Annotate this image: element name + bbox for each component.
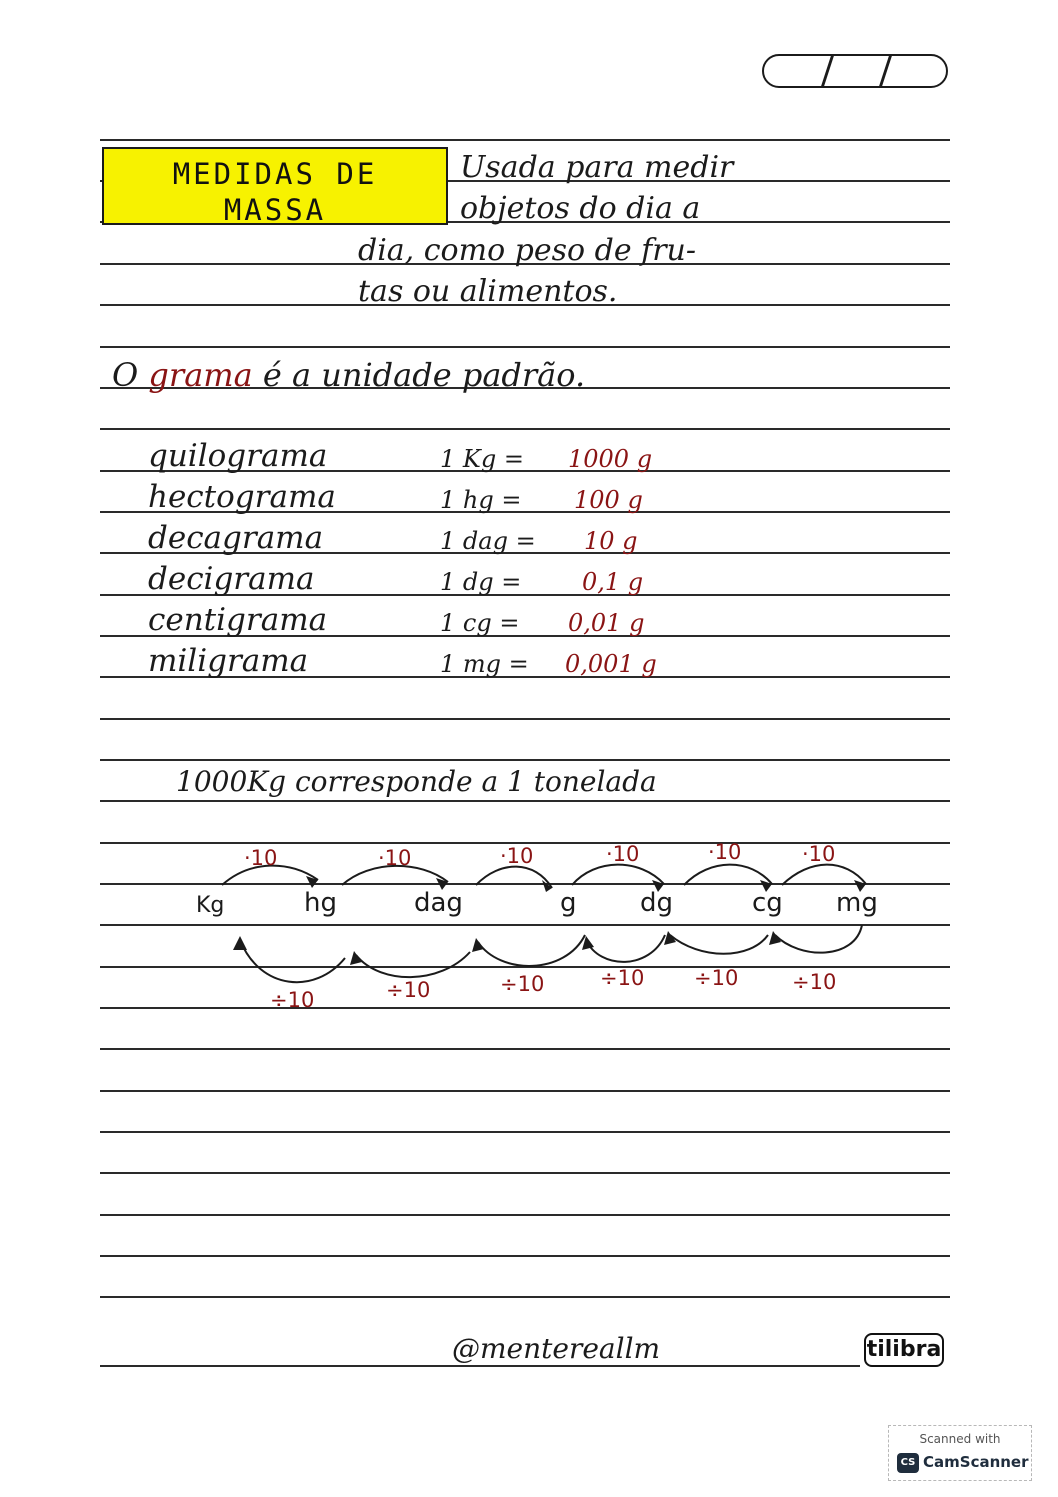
title-line-1: MEDIDAS DE: [172, 157, 378, 191]
multiply-arrow: [572, 865, 664, 885]
unit-equation: 1 Kg =: [440, 445, 524, 473]
standard-unit-prefix: O: [112, 356, 139, 394]
multiply-label: ·10: [606, 842, 640, 866]
unit-name: quilograma: [148, 438, 328, 474]
standard-unit-highlight: grama: [148, 356, 253, 394]
unit-name: centigrama: [148, 602, 328, 638]
unit-name: hectograma: [148, 479, 336, 515]
diagram-unit: dg: [640, 888, 674, 918]
diagram-unit: g: [560, 888, 577, 918]
scanner-caption: Scanned with: [919, 1432, 1001, 1446]
divide-label: ÷10: [386, 978, 431, 1002]
signature: @mentereallm: [452, 1332, 661, 1365]
definition-line-4: tas ou alimentos.: [358, 274, 618, 309]
diagram-unit: dag: [414, 888, 463, 918]
unit-name: miligrama: [148, 643, 309, 679]
multiply-arrow: [684, 865, 772, 885]
unit-equation: 1 mg =: [440, 650, 529, 678]
divide-label: ÷10: [694, 966, 739, 990]
divide-arrow: [478, 935, 585, 966]
unit-value: 1000 g: [568, 445, 653, 473]
tonne-note: 1000Kg corresponde a 1 tonelada: [176, 765, 657, 798]
tilibra-logo: tilibra: [864, 1333, 944, 1367]
unit-equation: 1 dag =: [440, 527, 536, 555]
unit-equation: 1 hg =: [440, 486, 522, 514]
divide-arrow: [775, 925, 862, 953]
diagram-unit: hg: [304, 888, 337, 918]
multiply-label: ·10: [378, 846, 412, 870]
title-line-2: MASSA: [223, 193, 327, 227]
divide-arrow: [356, 952, 470, 977]
multiply-arrow: [782, 865, 866, 885]
unit-name: decagrama: [148, 520, 324, 556]
divide-label: ÷10: [792, 970, 837, 994]
scanner-name: CamScanner: [923, 1453, 1029, 1471]
diagram-unit: Kg: [196, 893, 225, 918]
multiply-arrow: [476, 867, 552, 888]
multiply-label: ·10: [244, 846, 278, 870]
camscanner-icon: CS: [897, 1453, 919, 1473]
unit-value: 100 g: [574, 486, 643, 514]
divide-arrow: [670, 935, 768, 954]
definition-line-3: dia, como peso de fru-: [358, 233, 697, 268]
unit-equation: 1 cg =: [440, 609, 520, 637]
diagram-unit: mg: [836, 888, 878, 918]
diagram-unit: cg: [752, 888, 783, 918]
unit-name: decigrama: [148, 561, 315, 597]
divide-label: ÷10: [600, 966, 645, 990]
standard-unit-suffix: é a unidade padrão.: [262, 356, 586, 394]
unit-value: 0,001 g: [565, 650, 657, 678]
multiply-label: ·10: [500, 844, 534, 868]
unit-value: 0,01 g: [568, 609, 645, 637]
arrow-head: [233, 936, 247, 950]
divide-arrow: [586, 935, 665, 962]
multiply-label: ·10: [802, 842, 836, 866]
definition-line-1: Usada para medir: [460, 150, 734, 185]
divide-label: ÷10: [500, 972, 545, 996]
arrow-head: [350, 951, 362, 965]
definition-line-2: objetos do dia a: [460, 191, 701, 226]
unit-equation: 1 dg =: [440, 568, 522, 596]
divide-arrow: [240, 940, 345, 982]
unit-value: 10 g: [584, 527, 638, 555]
camscanner-watermark: [888, 1425, 1032, 1481]
divide-label: ÷10: [270, 988, 315, 1012]
multiply-label: ·10: [708, 840, 742, 864]
unit-value: 0,1 g: [582, 568, 644, 596]
arrow-head: [472, 938, 484, 952]
